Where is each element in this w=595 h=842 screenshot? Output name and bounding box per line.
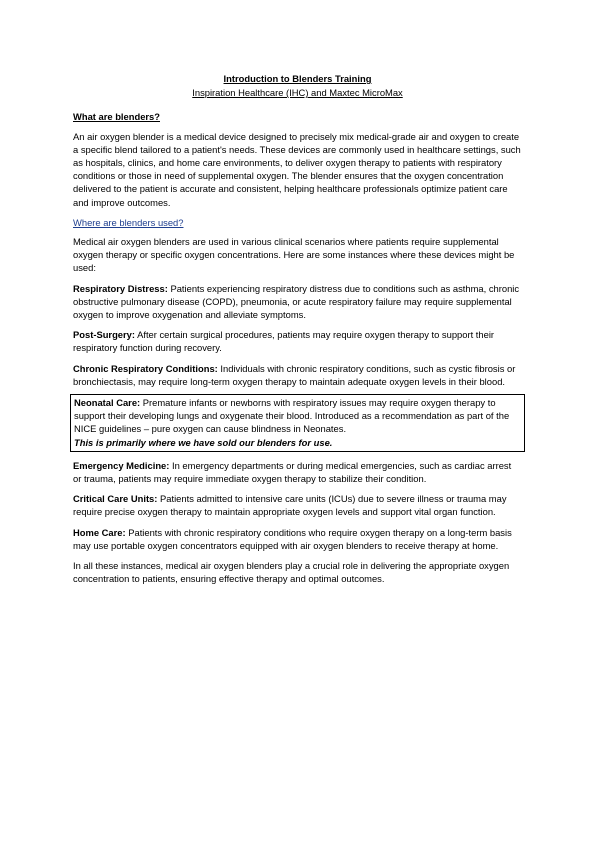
scenario-lead: Home Care:	[73, 526, 126, 538]
scenario-emergency-medicine	[73, 459, 522, 485]
scenario-lead: Critical Care Units:	[73, 493, 158, 505]
scenario-text: Patients experiencing respiratory distress due to conditions such as asthma, chronic obstructive pulmonary disease (COPD), pneumonia, or acute respiratory failure may require supplemental oxygen to improve oxygenation and alleviate symptoms.	[73, 282, 520, 321]
scenario-respiratory-distress	[73, 282, 522, 322]
section-intro-where: Medical air oxygen blenders are used in various clinical scenarios where patients require supplemental oxygen therapy or specific oxygen concentrations. Here are some instances where these devices might be used:	[73, 236, 515, 274]
section-body-what: An air oxygen blender is a medical device designed to precisely mix medical-grade air and oxygen to create a specific blend tailored to a patient's needs. These devices are commonly used in healthcare settings, such as hospitals, clinics, and home care environments, to deliver oxygen therapy to patients with respiratory conditions or those in need of supplemental oxygen. The blender ensures that the oxygen concentration delivered to the patient is accurate and consistent, helping healthcare professionals optimize patient care and improve outcomes.	[73, 130, 521, 208]
document-subtitle: Inspiration Healthcare (IHC) and Maxtec MicroMax	[192, 87, 403, 99]
scenario-lead: Emergency Medicine:	[73, 459, 170, 471]
scenario-text: Premature infants or newborns with respiratory issues may require oxygen therapy to support their developing lungs and oxygenate their blood. Introduced as a recommendation as part of the NICE guidelines – pure oxygen can cause blindness in Neonates.	[74, 397, 510, 435]
scenario-chronic-respiratory	[73, 362, 522, 388]
scenario-neonatal-care	[74, 396, 521, 436]
neonatal-care-highlight-box	[70, 394, 525, 452]
scenario-lead: Post-Surgery:	[73, 329, 135, 341]
scenario-text: Individuals with chronic respiratory conditions, such as cystic fibrosis or bronchiectasis, may require long-term oxygen therapy to maintain adequate oxygen levels in their blood.	[73, 362, 516, 387]
section-heading-where: Where are blenders used?	[73, 216, 184, 228]
section-conclusion: In all these instances, medical air oxygen blenders play a crucial role in delivering the appropriate oxygen concentration to patients, ensuring effective therapy and optimal outcomes.	[73, 560, 510, 585]
scenario-text: Patients with chronic respiratory conditions who require oxygen therapy on a long-term basis may use portable oxygen concentrators equipped with air oxygen blenders to receive therapy at home.	[73, 526, 512, 551]
scenario-text: In emergency departments or during medical emergencies, such as cardiac arrest or trauma, patients may require immediate oxygen therapy to stabilize their condition.	[73, 459, 512, 485]
scenario-text: After certain surgical procedures, patients may require oxygen therapy to support their respiratory function during recovery.	[73, 329, 495, 354]
scenario-home-care	[73, 526, 522, 552]
scenario-lead: Respiratory Distress:	[73, 282, 168, 294]
scenario-post-surgery	[73, 328, 522, 354]
neonatal-care-note: This is primarily where we have sold our blenders for use.	[74, 436, 333, 448]
scenario-text: Patients admitted to intensive care units (ICUs) due to severe illness or trauma may require precise oxygen therapy to maintain appropriate oxygen levels and support vital organ function.	[73, 493, 507, 518]
scenario-critical-care	[73, 492, 522, 518]
document-title: Introduction to Blenders Training	[223, 73, 372, 84]
scenario-lead: Neonatal Care:	[74, 397, 141, 409]
scenario-lead: Chronic Respiratory Conditions:	[73, 362, 218, 374]
section-heading-what: What are blenders?	[73, 111, 160, 123]
